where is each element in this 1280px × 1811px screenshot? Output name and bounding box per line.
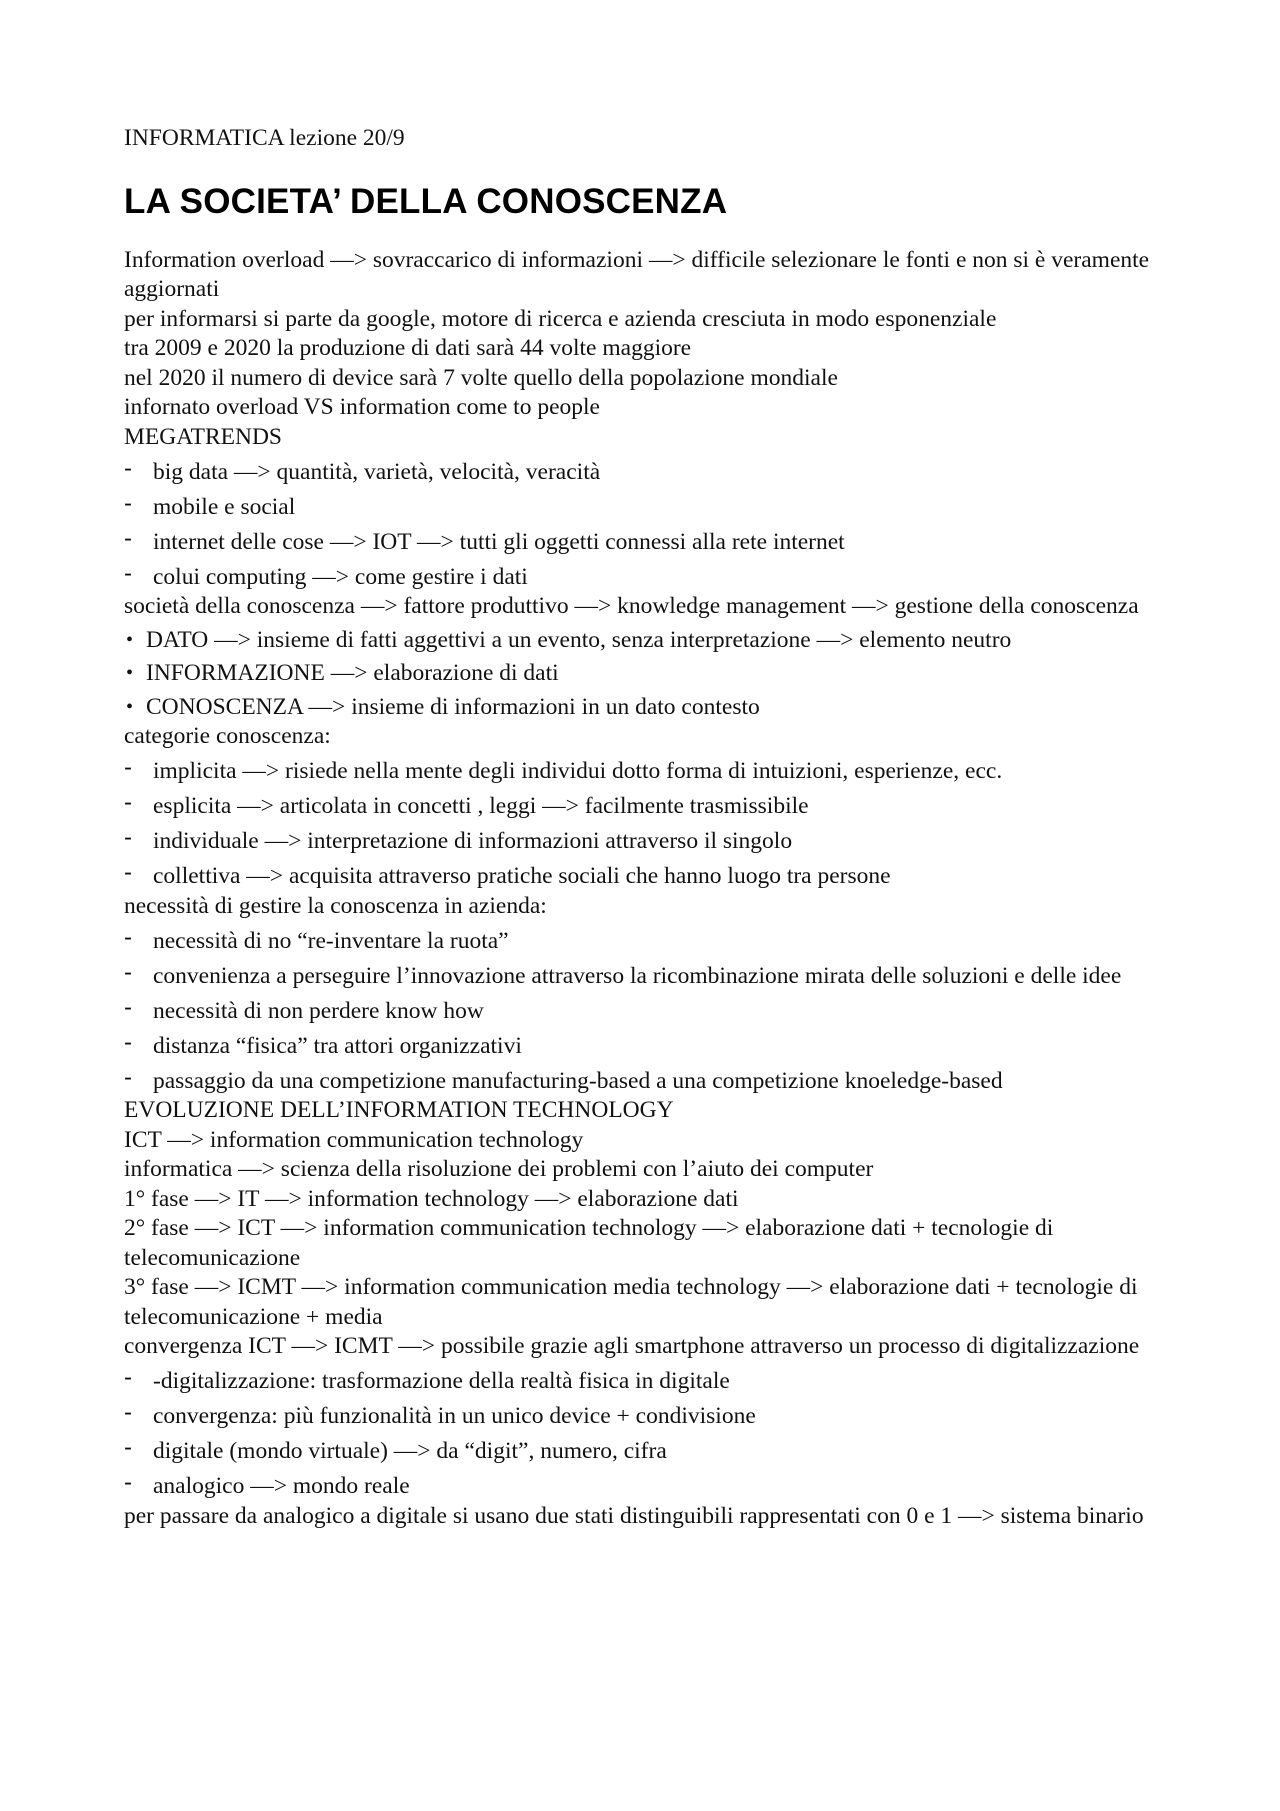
dash-marker: - [124,1399,132,1426]
list-item-text: CONOSCENZA —> insieme di informazioni in un dato contesto [146,693,760,720]
text-line: 3° fase —> ICMT —> information communication media technology —> elaborazione dati + tecnologie di telecomunicazione + media [124,1274,1138,1330]
list-item [124,789,1164,822]
list-item [124,659,1164,689]
list-item-text: necessità di no “re-inventare la ruota” [153,927,509,954]
list-item [124,1028,1164,1062]
list-item-text: mobile e social [153,493,296,520]
dash-marker: - [124,1469,132,1496]
list-item [124,958,1164,992]
dash-marker: - [124,993,132,1021]
list-item-text: individuale —> interpretazione di informazioni attraverso il singolo [153,828,793,854]
text-line: informatica —> scienza della risoluzione dei problemi con l’aiuto dei computer [124,1156,874,1182]
list-item-text: digitale (mondo virtuale) —> da “digit”, numero, cifra [153,1438,667,1464]
document-content [124,124,1164,1531]
list-item [124,824,1164,857]
megatrends-list [124,454,1164,593]
list-item [124,1469,1164,1502]
dash-marker: - [124,1028,132,1056]
text-line: ICT —> information communication technology [124,1126,584,1153]
list-item-text: necessità di non perdere know how [153,997,484,1024]
list-item-text: big data —> quantità, varietà, velocità, veracità [153,458,601,485]
dash-marker: - [124,923,132,951]
evolution-section [124,1096,1164,1362]
list-item [124,454,1164,488]
list-item-text: convergenza: più funzionalità in un unico device + condivisione [153,1403,756,1429]
list-item-text: convenienza a perseguire l’innovazione attraverso la ricombinazione mirata delle soluzioni e delle idee [153,962,1122,989]
dash-marker: - [124,859,132,886]
list-item-text: DATO —> insieme di fatti aggettivi a un evento, senza interpretazione —> elemento neutro [146,626,1012,653]
list-item-text: internet delle cose —> IOT —> tutti gli oggetti connessi alla rete internet [153,528,845,555]
dash-marker: - [124,789,132,816]
list-item [124,559,1164,593]
needs-heading: necessità di gestire la conoscenza in azienda: [124,892,547,919]
document-title: LA SOCIETA’ DELLA CONOSCENZA [124,181,728,221]
dash-marker: - [124,489,132,517]
list-item-text: distanza “fisica” tra attori organizzativi [153,1032,522,1059]
dash-marker: - [124,824,132,851]
dash-marker: - [124,754,132,781]
needs-list [124,923,1164,1097]
list-item [124,1063,1164,1097]
definitions-list [124,626,1164,723]
text-line: Information overload —> sovraccarico di informazioni —> difficile selezionare le fonti e non si è veramente aggiornati [124,246,1150,302]
dash-marker: - [124,1434,132,1461]
list-item [124,626,1164,656]
list-item-text: analogico —> mondo reale [153,1473,410,1499]
bullet-marker: • [126,662,134,684]
dash-marker: - [124,559,132,587]
text-line: infornato overload VS information come to people [124,394,600,420]
list-item [124,923,1164,957]
list-item [124,1364,1164,1397]
megatrends-heading: MEGATRENDS [124,423,282,450]
text-line: 1° fase —> IT —> information technology —> elaborazione dati [124,1185,739,1212]
list-item [124,693,1164,723]
list-item [124,1434,1164,1467]
evolution-heading: EVOLUZIONE DELL’INFORMATION TECHNOLOGY [124,1097,674,1123]
text-line: 2° fase —> ICT —> information communication technology —> elaborazione dati + tecnologie di telecomunicazione [124,1215,1054,1271]
list-item-text: esplicita —> articolata in concetti , leggi —> facilmente trasmissibile [153,793,809,819]
list-item-text: INFORMAZIONE —> elaborazione di dati [146,660,559,686]
closing-line: per passare da analogico a digitale si usano due stati distinguibili rappresentati con 0 e 1 —> sistema binario [124,1502,1144,1529]
text-line: tra 2009 e 2020 la produzione di dati sarà 44 volte maggiore [124,335,692,361]
dash-marker: - [124,1063,132,1091]
intro-section [124,246,1164,453]
list-item [124,859,1164,892]
categories-heading: categorie conoscenza: [124,723,331,749]
list-item-text: implicita —> risiede nella mente degli individui dotto forma di intuizioni, esperienze, ecc. [153,758,1003,784]
text-line: nel 2020 il numero di device sarà 7 volte quello della popolazione mondiale [124,364,838,391]
list-item-text: colui computing —> come gestire i dati [153,563,528,590]
list-item [124,524,1164,558]
dash-marker: - [124,454,132,482]
list-item [124,993,1164,1027]
dash-marker: - [124,1364,132,1391]
list-item-text: passaggio da una competizione manufacturing-based a una competizione knoeledge-based [153,1067,1003,1094]
digital-list [124,1364,1164,1502]
list-item-text: -digitalizzazione: trasformazione della realtà fisica in digitale [153,1368,730,1394]
list-item [124,1399,1164,1432]
dash-marker: - [124,524,132,552]
bullet-marker: • [126,628,134,651]
categories-list [124,754,1164,892]
bullet-marker: • [126,695,134,718]
list-item [124,489,1164,523]
list-item [124,754,1164,787]
knowledge-society-line: società della conoscenza —> fattore produttivo —> knowledge management —> gestione della conoscenza [124,593,1139,619]
lesson-header: INFORMATICA lezione 20/9 [124,125,405,151]
text-line: per informarsi si parte da google, motore di ricerca e azienda cresciuta in modo esponenziale [124,305,997,332]
text-line: convergenza ICT —> ICMT —> possibile grazie agli smartphone attraverso un processo di digitalizzazione [124,1333,1140,1359]
list-item-text: collettiva —> acquisita attraverso pratiche sociali che hanno luogo tra persone [153,863,891,889]
dash-marker: - [124,958,132,986]
